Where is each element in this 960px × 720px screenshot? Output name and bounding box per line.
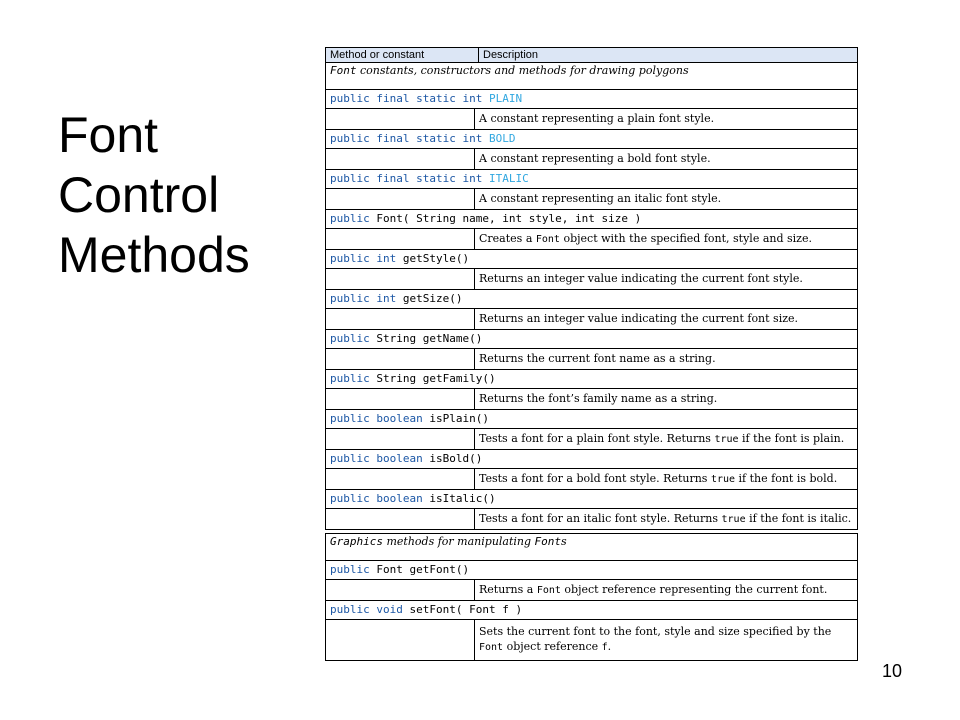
description-row: A constant representing an italic font style. (326, 189, 857, 210)
signature-getfamily: public String getFamily() (326, 370, 857, 389)
graphics-font-methods-table (325, 533, 858, 661)
title-line-2: Control (58, 167, 220, 223)
signature-plain: public final static int PLAIN (326, 90, 857, 109)
font-methods-table (325, 47, 858, 530)
description-row: Returns an integer value indicating the current font size. (326, 309, 857, 330)
signature-getname: public String getName() (326, 330, 857, 349)
signature-getfont: public Font getFont() (326, 561, 857, 580)
page-number: 10 (882, 661, 903, 681)
description-row: Sets the current font to the font, style and size specified by the Font object reference f. (326, 620, 857, 660)
description-row: Tests a font for a bold font style. Returns true if the font is bold. (326, 469, 857, 490)
signature-getstyle: public int getStyle() (326, 250, 857, 269)
title-line-3: Methods (58, 227, 250, 283)
slide-title (58, 105, 250, 285)
description-row: Returns an integer value indicating the current font style. (326, 269, 857, 290)
description-row: Returns a Font object reference representing the current font. (326, 580, 857, 601)
description-row: Creates a Font object with the specified font, style and size. (326, 229, 857, 250)
signature-bold: public final static int BOLD (326, 130, 857, 149)
table-header (326, 48, 857, 63)
title-line-1: Font (58, 107, 159, 163)
description-row: Returns the font’s family name as a string. (326, 389, 857, 410)
signature-isbold: public boolean isBold() (326, 450, 857, 469)
description-row: Tests a font for a plain font style. Returns true if the font is plain. (326, 429, 857, 450)
signature-isplain: public boolean isPlain() (326, 410, 857, 429)
section-heading: Font constants, constructors and methods for drawing polygons (326, 63, 857, 90)
description-row: A constant representing a bold font style. (326, 149, 857, 170)
signature-font-constructor: public Font( String name, int style, int size ) (326, 210, 857, 229)
description-row: Returns the current font name as a string. (326, 349, 857, 370)
description-row: A constant representing a plain font style. (326, 109, 857, 130)
header-method-or-constant: Method or constant (326, 48, 479, 62)
signature-italic: public final static int ITALIC (326, 170, 857, 189)
description-row: Tests a font for an italic font style. Returns true if the font is italic. (326, 509, 857, 529)
header-description: Description (483, 49, 539, 61)
section-heading: Graphics methods for manipulating Fonts (326, 534, 857, 561)
signature-setfont: public void setFont( Font f ) (326, 601, 857, 620)
signature-getsize: public int getSize() (326, 290, 857, 309)
signature-isitalic: public boolean isItalic() (326, 490, 857, 509)
